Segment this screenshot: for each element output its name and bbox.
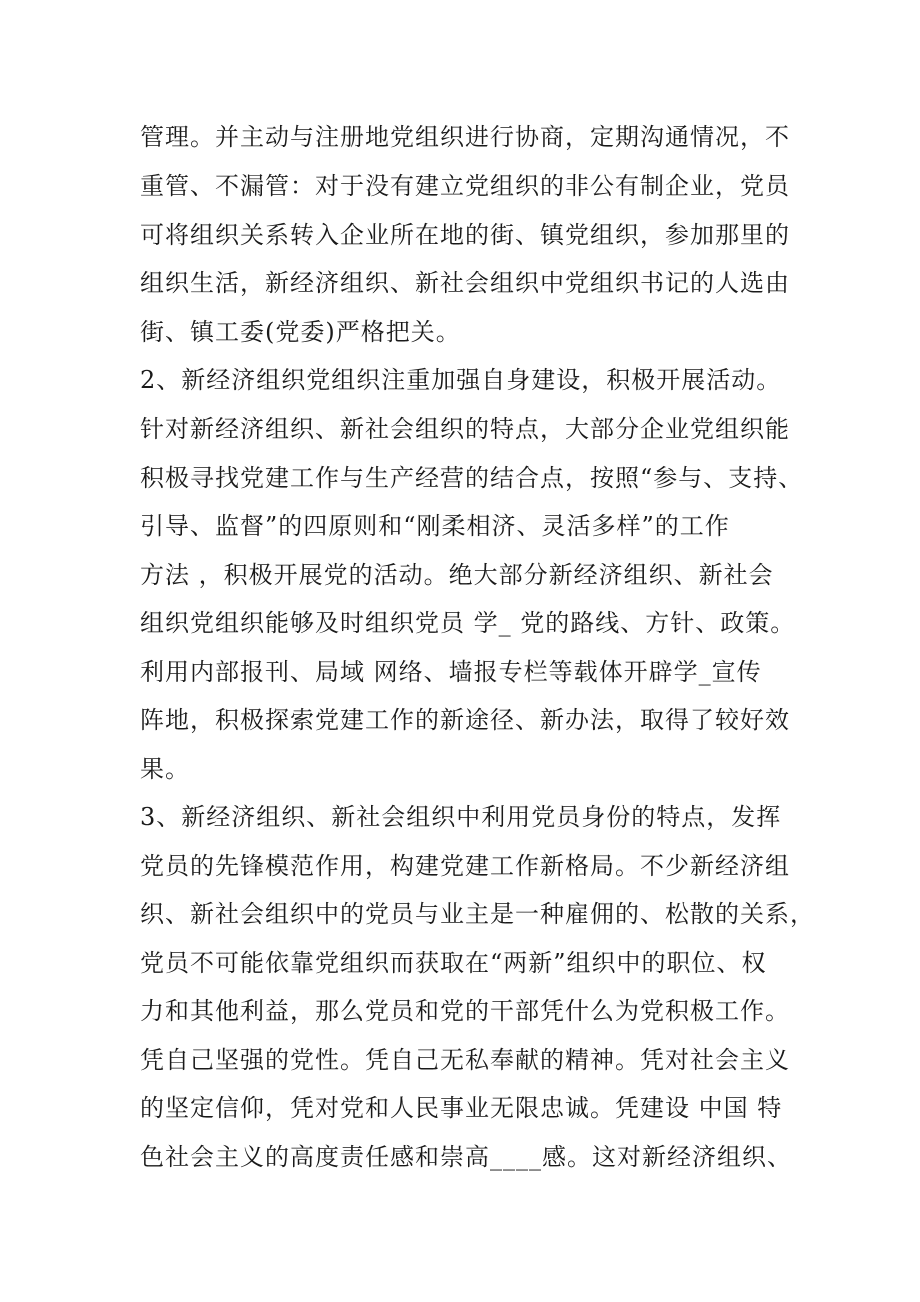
text-line: 街、镇工委(党委)严格把关。 [140,318,461,346]
text-line: 色社会主义的高度责任感和崇高____感。这对新经济组织、 [140,1143,792,1171]
text-line: 阵地，积极探索党建工作的新途径、新办法，取得了较好效 [140,706,790,734]
text-line: 力和其他利益，那么党员和党的干部凭什么为党积极工作。 [140,997,790,1025]
text-line: 重管、不漏管：对于没有建立党组织的非公有制企业，党员 [140,172,790,200]
text-line: 可将组织关系转入企业所在地的街、镇党组织，参加那里的 [140,221,790,249]
text-line: 果。 [140,755,190,783]
text-line: 2、新经济组织党组织注重加强自身建设，积极开展活动。 [140,366,782,394]
text-line: 组织生活，新经济组织、新社会组织中党组织书记的人选由 [140,269,790,297]
text-line: 党员不可能依靠党组织而获取在“两新”组织中的职位、权 [140,949,767,977]
text-line: 积极寻找党建工作与生产经营的结合点，按照“参与、支持、 [140,464,804,492]
text-line: 凭自己坚强的党性。凭自己无私奉献的精神。凭对社会主义 [140,1046,790,1074]
text-line: 针对新经济组织、新社会组织的特点，大部分企业党组织能 [140,415,790,443]
text-line: 的坚定信仰，凭对党和人民事业无限忠诚。凭建设 中国 特 [140,1094,783,1122]
text-line: 党员的先锋模范作用，构建党建工作新格局。不少新经济组 [140,852,790,880]
text-line: 方法 ，积极开展党的活动。绝大部分新经济组织、新社会 [140,561,774,589]
text-line: 引导、监督”的四原则和“刚柔相济、灵活多样”的工作 [140,512,730,540]
text-line: 3、新经济组织、新社会组织中利用党员身份的特点，发挥 [140,803,782,831]
text-line: 织、新社会组织中的党员与业主是一种雇佣的、松散的关系， [140,900,815,928]
text-line: 利用内部报刊、局域 网络、墙报专栏等载体开辟学_宣传 [140,658,762,686]
text-line: 组织党组织能够及时组织党员 学_ 党的路线、方针、政策。 [140,609,796,637]
text-line: 管理。并主动与注册地党组织进行协商，定期沟通情况，不 [140,123,790,151]
